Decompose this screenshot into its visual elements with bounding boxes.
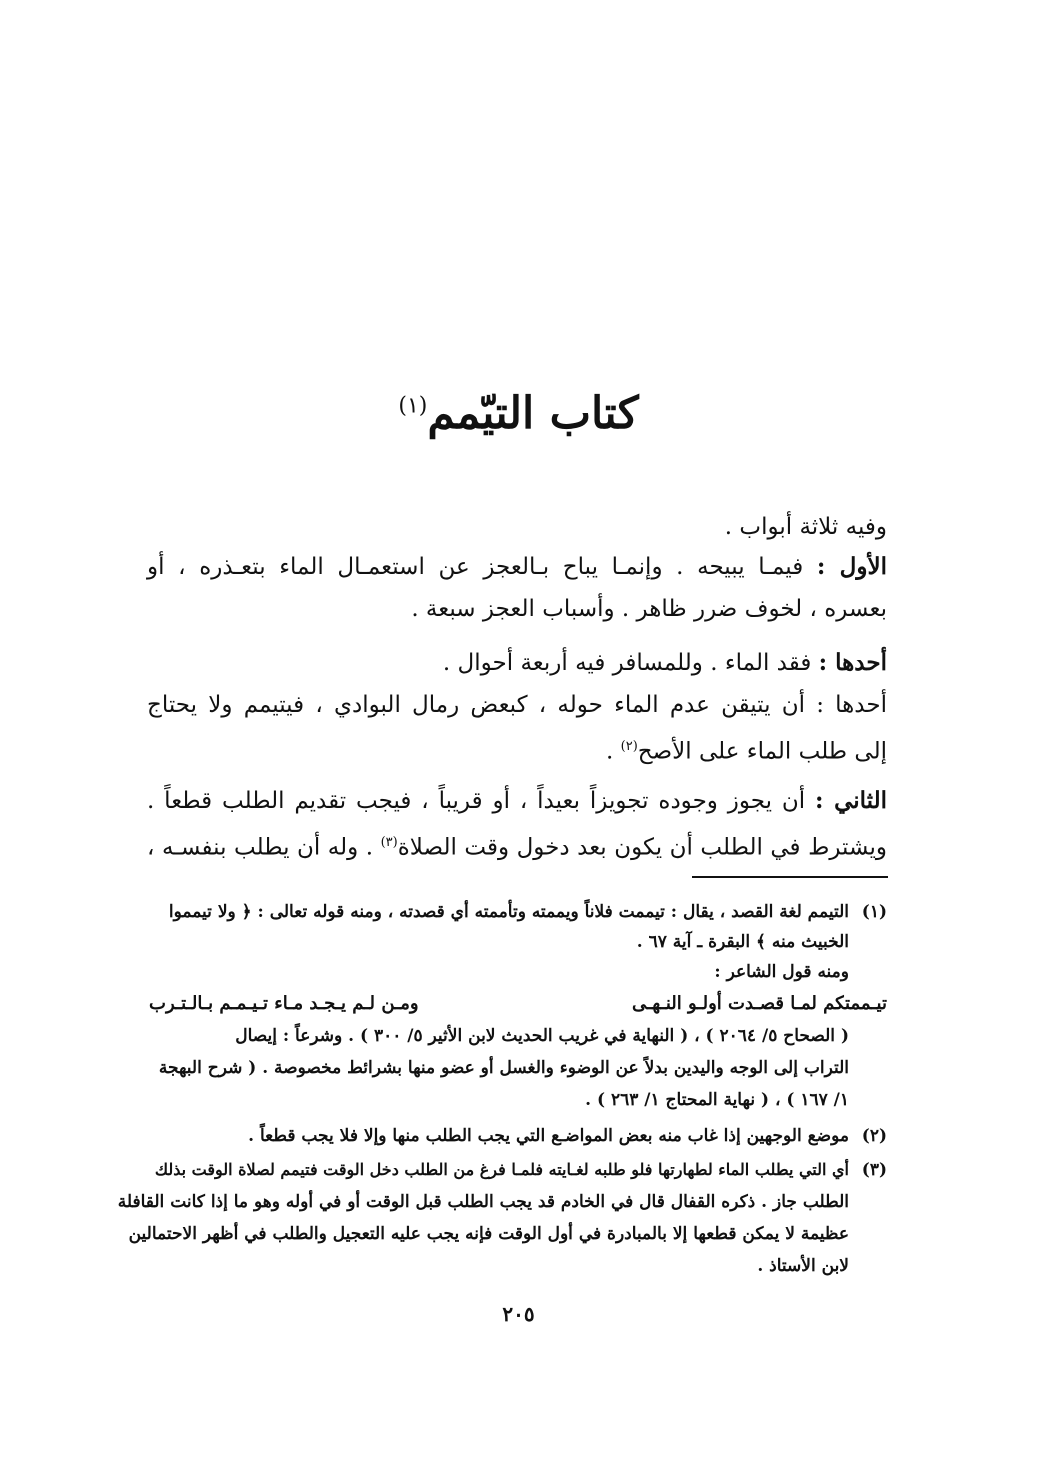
body-line-text: فقد الماء . وللمسافر فيه أربعة أحوال .	[442, 650, 819, 676]
body-line	[147, 592, 887, 626]
section-lead: الأول :	[816, 553, 887, 580]
footnote-number: (٢)	[861, 1126, 887, 1146]
body-line	[147, 510, 887, 544]
body-line	[147, 826, 887, 865]
body-line	[147, 646, 887, 680]
footnote-line: عظيمة لا يمكن قطعها إلا بالمبادرة في أول الوقت فإنه يجب عليه التعجيل والطلب في أظهر الاحتمالين	[128, 1224, 849, 1244]
footnote-line: الخبيث منه ﴾ البقرة ـ آية ٦٧ .	[636, 932, 849, 952]
body-line-text: إلى طلب الماء على الأصح	[637, 738, 887, 765]
footnote-line: لابن الأستاذ .	[757, 1256, 849, 1276]
footnote-number: (٣)	[861, 1160, 887, 1180]
poem-hemistich-right: تيـممتكم لمـا قصـدت أولـو النـهـى	[632, 993, 887, 1014]
section-lead: الثاني :	[815, 787, 888, 814]
body-line-text: أن يجوز وجوده تجويزاً بعيداً ، أو قريباً ، فيجب تقديم الطلب قطعاً .	[147, 788, 816, 814]
body-line	[147, 730, 887, 769]
footnote-line: أي التي يطلب الماء لطهارتها فلو طلبه لغـايته فلمـا فرغ من الطلب دخل الوقت فتيمم لصلاة الوقت بذلك	[154, 1160, 849, 1179]
body-line-text: وفيه ثلاثة أبواب .	[724, 514, 887, 540]
footnote-separator	[692, 876, 888, 878]
chapter-title	[0, 388, 1037, 439]
footnote-ref: (٣)	[380, 835, 398, 850]
chapter-title-footnote-ref: (١)	[398, 393, 428, 419]
page-number: ٢٠٥	[502, 1302, 535, 1326]
section-lead: أحدها :	[818, 649, 887, 676]
poem-verse	[149, 990, 887, 1018]
footnote-line: ( الصحاح ٥/ ٢٠٦٤ ) ، ( النهاية في غريب الحديث لابن الأثير ٥/ ٣٠٠ ) . وشرعاً : إيصال	[235, 1026, 849, 1046]
chapter-title-text: كتاب التيّمم	[427, 388, 639, 439]
body-line	[147, 550, 887, 584]
body-line-text: ويشترط في الطلب أن يكون بعد دخول وقت الصلاة	[397, 834, 887, 861]
footnote-ref: (٢)	[620, 739, 638, 754]
body-line-text: أحدها : أن يتيقن عدم الماء حوله ، كبعض رمال البوادي ، فيتيمم ولا يحتاج	[147, 692, 887, 718]
body-line	[147, 784, 887, 818]
footnote-line: ومنه قول الشاعر :	[714, 962, 849, 982]
footnote-line: التراب إلى الوجه واليدين بدلاً عن الوضوء والغسل أو عضو منها بشرائط مخصوصة . ( شرح البهجة	[158, 1058, 849, 1078]
footnote-line: ١/ ١٦٧ ) ، ( نهاية المحتاج ١/ ٢٦٣ ) .	[585, 1090, 849, 1110]
body-line-text: بعسره ، لخوف ضرر ظاهر . وأسباب العجز سبعة .	[411, 596, 887, 622]
body-line-text: فيمـا يبيحه . وإنمـا يباح بـالعجز عن استعمـال الماء بتعـذره ، أو	[147, 554, 817, 580]
poem-hemistich-left: ومـن لـم يـجـد مـاء تـيـمـم بـالـتـرب	[149, 993, 419, 1014]
footnote-line: موضع الوجهين إذا غاب منه بعض المواضـع التي يجب الطلب منها وإلا فلا يجب قطعاً .	[248, 1126, 849, 1146]
footnote-line: الطلب جاز . ذكره القفال قال في الخادم قد يجب الطلب قبل الوقت أو في أوله وهو ما إذا كانت القافلة	[117, 1192, 849, 1212]
body-line	[147, 688, 887, 722]
body-line-text: .	[606, 738, 621, 765]
footnote-line: التيمم لغة القصد ، يقال : تيممت فلاناً ويممته وتأممته أي قصدته ، ومنه قوله تعالى : ﴿ ولا تيمموا	[168, 902, 849, 922]
body-line-text: . وله أن يطلب بنفسـه ،	[147, 834, 381, 861]
footnote-number: (١)	[861, 902, 887, 922]
